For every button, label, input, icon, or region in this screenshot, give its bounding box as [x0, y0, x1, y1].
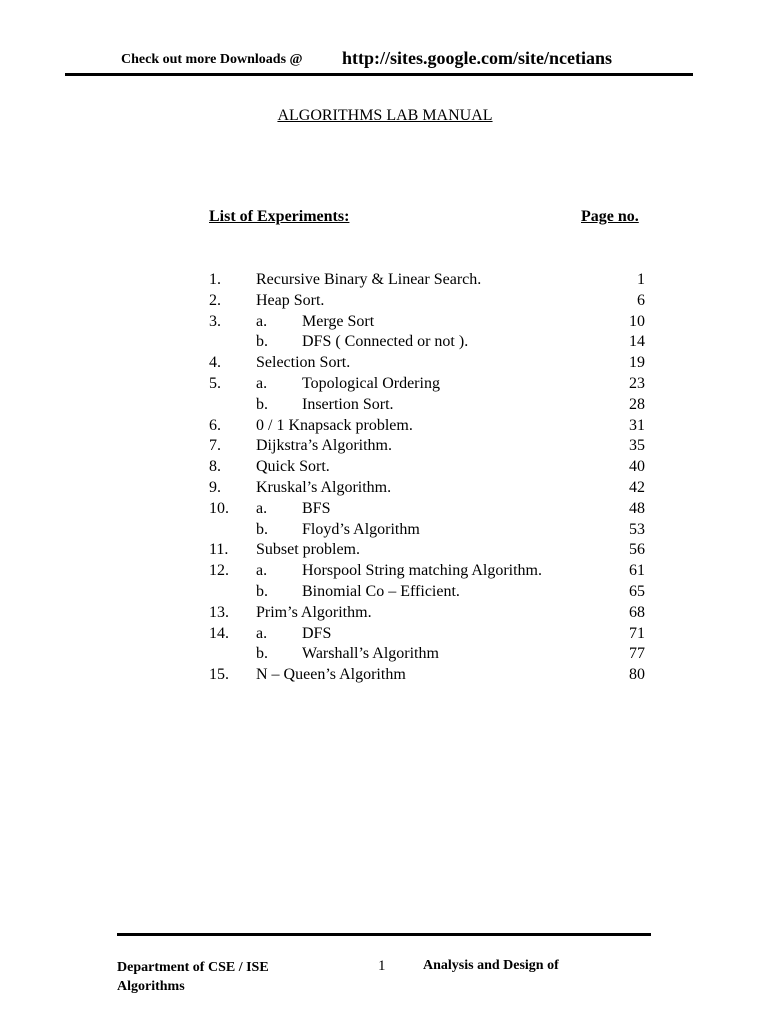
experiment-title: Heap Sort. [256, 291, 325, 309]
experiment-title: N – Queen’s Algorithm [256, 666, 406, 684]
experiment-row [209, 436, 649, 457]
experiment-number: 12. [209, 562, 229, 580]
experiment-row [209, 312, 649, 333]
experiment-sub-label: a. [256, 374, 268, 392]
experiment-page: 77 [629, 645, 645, 663]
experiment-number: 2. [209, 291, 221, 309]
experiment-page: 19 [629, 354, 645, 372]
experiment-title: 0 / 1 Knapsack problem. [256, 416, 413, 434]
experiment-page: 42 [629, 478, 645, 496]
document-title-text: ALGORITHMS LAB MANUAL [277, 107, 493, 124]
experiment-row [209, 665, 649, 686]
experiment-title: DFS ( Connected or not ). [302, 333, 469, 351]
experiment-row [209, 332, 649, 353]
experiment-title: Prim’s Algorithm. [256, 603, 372, 621]
experiment-row [209, 644, 649, 665]
experiment-number: 5. [209, 374, 221, 392]
page-heading: Page no. [581, 208, 639, 225]
experiment-title: BFS [302, 499, 331, 517]
experiment-sub-label: b. [256, 333, 268, 351]
experiment-number: 11. [209, 541, 229, 559]
experiment-number: 6. [209, 416, 221, 434]
experiment-sub-label: a. [256, 499, 268, 517]
experiment-row [209, 353, 649, 374]
experiment-row [209, 561, 649, 582]
experiment-number: 3. [209, 312, 221, 330]
experiment-number: 15. [209, 666, 229, 684]
footer-department [117, 958, 337, 996]
experiment-title: DFS [302, 624, 332, 642]
header-divider [65, 73, 693, 76]
experiment-number: 9. [209, 478, 221, 496]
experiment-title: Floyd’s Algorithm [302, 520, 420, 538]
experiment-row [209, 374, 649, 395]
experiment-row [209, 478, 649, 499]
experiment-number: 10. [209, 499, 229, 517]
experiment-page: 56 [629, 541, 645, 559]
experiment-row [209, 457, 649, 478]
header-url[interactable]: http://sites.google.com/site/ncetians [342, 48, 612, 68]
experiment-title: Horspool String matching Algorithm. [302, 562, 542, 580]
footer-page-number: 1 [378, 958, 386, 974]
experiment-number: 4. [209, 354, 221, 372]
experiment-sub-label: a. [256, 562, 268, 580]
experiment-page: 31 [629, 416, 645, 434]
experiment-row [209, 624, 649, 645]
experiment-row [209, 270, 649, 291]
experiment-title: Selection Sort. [256, 354, 351, 372]
experiment-page: 53 [629, 520, 645, 538]
experiment-page: 61 [629, 562, 645, 580]
experiment-page: 14 [629, 333, 645, 351]
experiment-page: 10 [629, 312, 645, 330]
experiment-number: 14. [209, 624, 229, 642]
experiment-page: 35 [629, 437, 645, 455]
experiment-sub-label: b. [256, 520, 268, 538]
experiment-sub-label: b. [256, 582, 268, 600]
footer-department-line1: Department of CSE / ISE [117, 960, 269, 975]
experiment-page: 40 [629, 458, 645, 476]
experiment-page: 65 [629, 582, 645, 600]
header-downloads-text: Check out more Downloads @ [121, 52, 303, 67]
experiment-page: 80 [629, 666, 645, 684]
experiment-title: Warshall’s Algorithm [302, 645, 439, 663]
experiment-list [209, 270, 649, 686]
experiment-title: Insertion Sort. [302, 395, 394, 413]
experiment-row [209, 416, 649, 437]
document-title [0, 107, 768, 125]
experiment-row [209, 395, 649, 416]
footer-divider [117, 933, 651, 936]
experiment-title: Topological Ordering [302, 374, 440, 392]
experiment-row [209, 499, 649, 520]
experiment-page: 71 [629, 624, 645, 642]
experiment-number: 8. [209, 458, 221, 476]
experiment-page: 68 [629, 603, 645, 621]
experiment-title: Recursive Binary & Linear Search. [256, 271, 482, 288]
experiment-title: Quick Sort. [256, 458, 330, 476]
footer-course: Analysis and Design of [423, 958, 559, 973]
experiment-number: 13. [209, 603, 229, 621]
list-heading: List of Experiments: [209, 208, 350, 225]
experiment-title: Merge Sort [302, 312, 375, 330]
experiment-page: 6 [637, 291, 645, 309]
experiment-number: 1. [209, 271, 221, 288]
experiment-row [209, 520, 649, 541]
experiment-page: 48 [629, 499, 645, 517]
experiment-sub-label: b. [256, 645, 268, 663]
experiment-row [209, 603, 649, 624]
experiment-sub-label: a. [256, 312, 268, 330]
experiment-row [209, 291, 649, 312]
experiment-page: 28 [629, 395, 645, 413]
experiment-sub-label: a. [256, 624, 268, 642]
experiment-row [209, 540, 649, 561]
experiment-title: Subset problem. [256, 541, 360, 559]
experiment-row [209, 582, 649, 603]
footer-department-line2: Algorithms [117, 979, 185, 994]
experiment-title: Dijkstra’s Algorithm. [256, 437, 392, 455]
experiment-sub-label: b. [256, 395, 268, 413]
experiment-page: 23 [629, 374, 645, 392]
experiment-title: Kruskal’s Algorithm. [256, 478, 392, 496]
experiment-title: Binomial Co – Efficient. [302, 582, 460, 600]
experiment-number: 7. [209, 437, 221, 455]
experiment-page: 1 [637, 271, 645, 288]
